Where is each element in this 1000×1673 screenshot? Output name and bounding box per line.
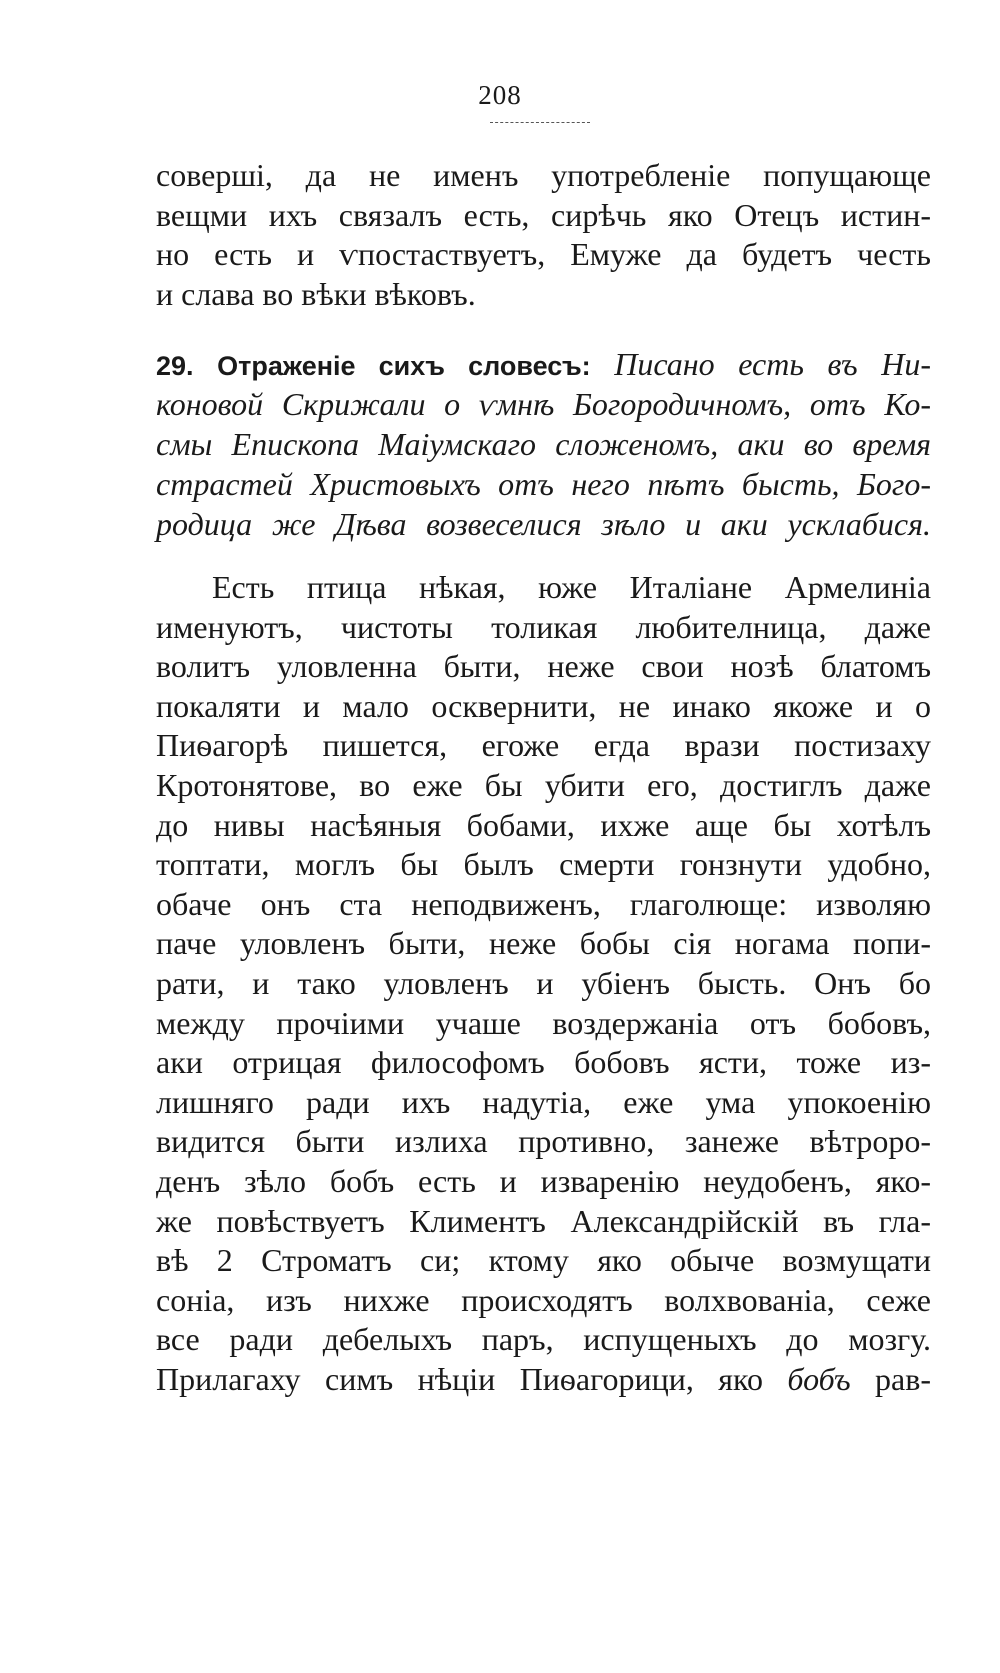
- top-paragraph: [156, 156, 931, 314]
- section-number: 29.: [156, 351, 194, 381]
- section-text-line: коновой Скрижали о ѵмнѣ Богородичномъ, отъ Ко-: [156, 386, 931, 422]
- text-line: волитъ уловленна быти, неже свои нозѣ блатомъ: [156, 648, 931, 685]
- text-line: Есть птица нѣкая, юже Италiане Армелинiа: [212, 569, 931, 605]
- text-line: лишняго ради ихъ надутiа, еже ума упокоенiю: [156, 1083, 931, 1120]
- text-line: сонiа, изъ нихже происходятъ волхвованiа, сеже: [156, 1281, 931, 1318]
- text-segment-italic: бобъ: [787, 1360, 851, 1397]
- text-line-last: [156, 1360, 931, 1400]
- section-29: [156, 344, 931, 544]
- page-number: 208: [478, 80, 522, 110]
- section-title: Отраженiе сихъ словесъ:: [217, 351, 591, 381]
- section-text-italic: Писано есть въ Ни-: [614, 346, 931, 382]
- text-line: но есть и ѵпостаствуетъ, Емуже да будетъ честь: [156, 236, 931, 273]
- text-line: денъ зѣло бобъ есть и изваренiю неудобенъ, яко-: [156, 1162, 931, 1199]
- text-line: покаляти и мало осквернити, не инако якоже и о: [156, 687, 931, 724]
- text-line: и слава во вѣки вѣковъ.: [156, 275, 476, 312]
- text-line: аки отрицая философомъ бобовъ ясти, тоже из-: [156, 1044, 931, 1081]
- section-text-line: родица же Дѣва возвеселися зѣло и аки усклабися.: [156, 506, 931, 542]
- header-rule: [490, 122, 590, 123]
- text-line: же повѣствуетъ Климентъ Александрiйскiй въ гла-: [156, 1202, 931, 1239]
- text-line: Кротонятове, во еже бы убити его, достиглъ даже: [156, 766, 931, 803]
- text-line: рати, и тако уловленъ и убiенъ бысть. Онъ бо: [156, 964, 931, 1001]
- text-segment: Прилагаху симъ нѣцiи Пиѳагорици, яко: [156, 1360, 763, 1397]
- text-line: топтати, моглъ бы былъ смерти гонзнути удобно,: [156, 846, 931, 883]
- text-line: между прочiими учаше воздержанiа отъ бобовъ,: [156, 1004, 931, 1041]
- text-line: паче уловленъ быти, неже бобы сiя ногама попи-: [156, 925, 931, 962]
- section-text-line: смы Епископа Маiумскаго сложеномъ, аки во время: [156, 426, 931, 462]
- text-line: именуютъ, чистоты толикая любителница, даже: [156, 608, 931, 645]
- text-line: вѣ 2 Строматъ си; ктому яко обыче возмущати: [156, 1242, 931, 1279]
- text-line: вещми ихъ связалъ есть, сирѣчь яко Отецъ истин-: [156, 196, 931, 233]
- page-header: [0, 80, 1000, 111]
- text-line: Пиѳагорѣ пишется, егоже егда врази постизаху: [156, 727, 931, 764]
- section-text-line: страстей Христовыхъ отъ него пѣтъ бысть, Бого-: [156, 466, 931, 502]
- text-line: до нивы насѣяныя бобами, ихже аще бы хотѣлъ: [156, 806, 931, 843]
- section-heading-line: [156, 344, 931, 384]
- text-line: видится быти излиха противно, занеже вѣтроро-: [156, 1123, 931, 1160]
- text-line: обаче онъ ста неподвиженъ, глаголюще: изволяю: [156, 885, 931, 922]
- text-line: совершi, да не именъ употребленie попущающе: [156, 157, 931, 193]
- text-line: все ради дебелыхъ паръ, испущеныхъ до мозгу.: [156, 1321, 931, 1358]
- text-segment: рав-: [875, 1360, 931, 1397]
- main-paragraph: [156, 568, 931, 1399]
